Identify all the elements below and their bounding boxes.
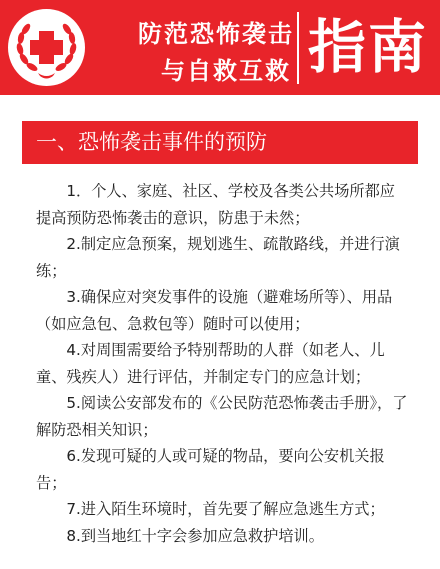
list-item: 2.制定应急预案，规划逃生、疏散路线，并进行演练；	[36, 235, 400, 280]
list-item: 1．个人、家庭、社区、学校及各类公共场所都应提高预防恐怖袭击的意识，防患于未然；	[36, 182, 395, 227]
list-item: 7.进入陌生环境时，首先要了解应急逃生方式；	[66, 500, 385, 518]
banner-divider	[297, 12, 299, 84]
section-heading: 一、恐怖袭击事件的预防	[22, 121, 418, 164]
prevention-list	[36, 178, 408, 549]
red-cross-emblem-icon	[8, 9, 85, 86]
banner-title-line2: 与自救互救	[161, 57, 291, 85]
banner-title-line1: 防范恐怖袭击	[138, 20, 294, 48]
header-banner	[0, 0, 440, 95]
list-item: 4.对周围需要给予特别帮助的人群（如老人、儿童、残疾人）进行评估，并制定专门的应急计划；	[36, 341, 385, 386]
banner-title-big: 指南	[308, 13, 429, 81]
list-item: 8.到当地红十字会参加应急救护培训。	[66, 526, 324, 545]
list-item: 6.发现可疑的人或可疑的物品，要向公安机关报告；	[36, 447, 385, 492]
list-item: 5.阅读公安部发布的《公民防范恐怖袭击手册》，了解防恐相关知识；	[36, 394, 408, 439]
list-item: 3.确保应对突发事件的设施（避难场所等）、用品（如应急包、急救包等）随时可以使用；	[36, 288, 393, 333]
